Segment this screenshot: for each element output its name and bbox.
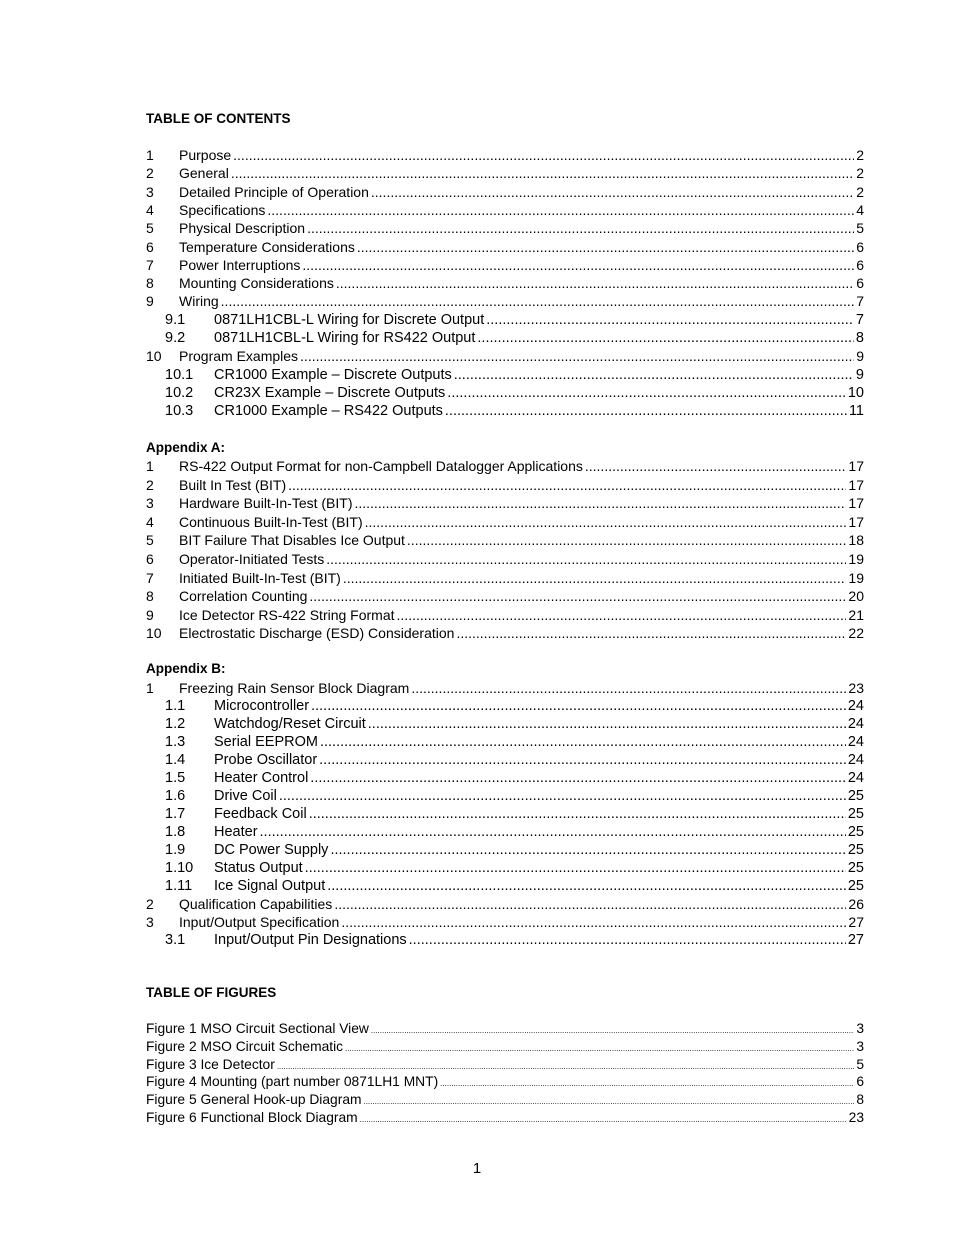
- dot-leader: [288, 477, 846, 493]
- toc-entry: [146, 914, 864, 932]
- figures-heading: TABLE OF FIGURES: [146, 985, 277, 1000]
- entry-title: Program Examples: [179, 348, 299, 365]
- entry-page-number: 3: [856, 1021, 864, 1036]
- entry-page-number: 8: [855, 330, 864, 346]
- entry-number: 10: [146, 348, 162, 365]
- appendix-a-heading: Appendix A:: [146, 440, 225, 455]
- entry-title: BIT Failure That Disables Ice Output: [179, 532, 405, 549]
- entry-page-number: 21: [848, 606, 864, 623]
- dot-leader: [233, 147, 854, 163]
- toc-entry: [146, 257, 864, 275]
- entry-number: 1.4: [165, 752, 186, 768]
- entry-title: CR1000 Example – Discrete Outputs: [214, 366, 452, 383]
- entry-title: General: [179, 165, 229, 182]
- dot-leader: [368, 716, 846, 732]
- entry-title: DC Power Supply: [214, 842, 329, 858]
- entry-title: Heater: [214, 824, 258, 840]
- entry-number: 1: [146, 458, 154, 474]
- entry-page-number: 24: [847, 752, 864, 768]
- entry-title: Figure 2 MSO Circuit Schematic: [146, 1038, 344, 1054]
- entry-number: 1.8: [165, 824, 186, 840]
- entry-number: 10.2: [165, 384, 194, 401]
- dot-leader: [311, 698, 846, 714]
- entry-number: 3: [146, 495, 154, 512]
- entry-title: Feedback Coil: [214, 806, 307, 822]
- entry-title: Mounting Considerations: [179, 275, 334, 292]
- dot-leader: [365, 514, 847, 530]
- toc-entry: [146, 806, 864, 824]
- entry-page-number: 5: [856, 1056, 864, 1072]
- dot-leader: [334, 896, 846, 912]
- entry-number: 1.7: [165, 806, 186, 822]
- dot-leader: [260, 824, 846, 840]
- entry-title: Operator-Initiated Tests: [179, 551, 325, 567]
- dot-leader: [397, 607, 847, 623]
- entry-number: 9: [146, 606, 154, 623]
- dot-leader: [267, 202, 854, 218]
- entry-title: Drive Coil: [214, 788, 277, 804]
- dot-leader: [354, 495, 846, 511]
- toc-entry: [146, 824, 864, 842]
- entry-page-number: 6: [856, 1074, 864, 1090]
- toc-entry: [146, 625, 864, 643]
- dot-leader: [330, 842, 845, 858]
- dot-leader: [360, 1115, 847, 1124]
- entry-title: Continuous Built-In-Test (BIT): [179, 513, 363, 530]
- entry-title: RS-422 Output Format for non-Campbell Datalogger Applications: [179, 458, 583, 474]
- entry-title: Input/Output Specification: [179, 914, 340, 930]
- dot-leader: [221, 293, 855, 309]
- dot-leader: [309, 588, 846, 604]
- entry-title: Detailed Principle of Operation: [179, 183, 369, 200]
- entry-number: 1.10: [165, 860, 194, 876]
- dot-leader: [454, 367, 854, 383]
- toc-entry: [146, 348, 864, 366]
- toc-entry: [146, 330, 864, 348]
- figure-entry: [146, 1092, 864, 1110]
- entry-title: Input/Output Pin Designations: [214, 932, 407, 948]
- entry-page-number: 27: [847, 932, 864, 948]
- entry-title: 0871LH1CBL-L Wiring for Discrete Output: [214, 311, 485, 328]
- toc-entry: [146, 570, 864, 588]
- entry-title: Heater Control: [214, 770, 309, 786]
- entry-title: Specifications: [179, 201, 266, 218]
- toc-entry: [146, 551, 864, 569]
- entry-number: 4: [146, 201, 154, 218]
- dot-leader: [407, 532, 847, 548]
- entry-title: Ice Signal Output: [214, 878, 326, 894]
- entry-title: Hardware Built-In-Test (BIT): [179, 495, 353, 512]
- toc-entry: [146, 239, 864, 257]
- entry-number: 8: [146, 275, 154, 292]
- toc-entry: [146, 698, 864, 716]
- entry-page-number: 25: [847, 824, 864, 840]
- entry-page-number: 7: [856, 293, 864, 310]
- entry-page-number: 20: [848, 588, 864, 605]
- page-number: 1: [472, 1160, 482, 1177]
- entry-page-number: 6: [856, 238, 864, 255]
- toc-entry: [146, 770, 864, 788]
- entry-number: 6: [146, 238, 154, 255]
- entry-page-number: 19: [848, 551, 864, 567]
- entry-page-number: 23: [848, 680, 864, 696]
- toc-entry: [146, 680, 864, 698]
- entry-page-number: 8: [856, 1092, 864, 1108]
- entry-page-number: 24: [847, 698, 864, 714]
- entry-page-number: 10: [847, 384, 864, 401]
- toc-entry: [146, 788, 864, 806]
- dot-leader: [343, 570, 847, 586]
- entry-page-number: 25: [847, 806, 864, 822]
- dot-leader: [411, 680, 846, 696]
- entry-number: 1.6: [165, 788, 186, 804]
- entry-page-number: 18: [848, 532, 864, 549]
- toc-entry: [146, 734, 864, 752]
- entry-number: 2: [146, 165, 154, 182]
- figure-entry: [146, 1057, 864, 1075]
- entry-page-number: 25: [847, 788, 864, 804]
- dot-leader: [341, 914, 846, 930]
- entry-number: 1.2: [165, 716, 186, 732]
- entry-page-number: 11: [848, 403, 864, 420]
- entry-page-number: 27: [848, 914, 864, 930]
- entry-number: 10: [146, 625, 162, 642]
- entry-title: Purpose: [179, 147, 232, 163]
- entry-number: 1.11: [165, 878, 193, 894]
- dot-leader: [319, 752, 846, 768]
- entry-title: Microcontroller: [214, 698, 310, 714]
- entry-page-number: 9: [855, 366, 864, 383]
- dot-leader: [440, 1079, 854, 1088]
- entry-page-number: 5: [856, 220, 864, 237]
- entry-number: 5: [146, 220, 154, 237]
- entry-title: CR1000 Example – RS422 Outputs: [214, 403, 443, 420]
- entry-number: 9: [146, 293, 154, 310]
- entry-title: Serial EEPROM: [214, 734, 318, 750]
- entry-title: Ice Detector RS-422 String Format: [179, 606, 395, 623]
- dot-leader: [477, 330, 854, 346]
- entry-number: 5: [146, 532, 154, 549]
- toc-entry: [146, 588, 864, 606]
- dot-leader: [309, 806, 846, 822]
- entry-number: 1.5: [165, 770, 186, 786]
- dot-leader: [447, 385, 846, 401]
- dot-leader: [363, 1097, 854, 1106]
- dot-leader: [277, 1062, 854, 1071]
- toc-entry: [146, 312, 864, 330]
- dot-leader: [231, 165, 854, 181]
- entry-number: 9.1: [165, 311, 186, 328]
- dot-leader: [327, 878, 846, 894]
- entry-title: Freezing Rain Sensor Block Diagram: [179, 680, 410, 696]
- entry-number: 1.1: [165, 698, 186, 714]
- toc-entry: [146, 403, 864, 421]
- entry-title: Figure 6 Functional Block Diagram: [146, 1110, 358, 1125]
- entry-number: 8: [146, 588, 154, 605]
- dot-leader: [326, 551, 846, 567]
- toc-entry: [146, 878, 864, 896]
- toc-entry: [146, 860, 864, 878]
- toc-heading: TABLE OF CONTENTS: [146, 111, 291, 126]
- entry-number: 3: [146, 183, 154, 200]
- toc-entry: [146, 367, 864, 385]
- dot-leader: [310, 770, 846, 786]
- toc-entry: [146, 514, 864, 532]
- entry-page-number: 7: [855, 311, 864, 328]
- dot-leader: [456, 625, 846, 641]
- toc-entry: [146, 220, 864, 238]
- figure-entry: [146, 1021, 864, 1039]
- toc-entry: [146, 495, 864, 513]
- entry-number: 3: [146, 914, 154, 930]
- entry-number: 1: [146, 147, 154, 163]
- entry-page-number: 25: [847, 878, 864, 894]
- dot-leader: [320, 734, 846, 750]
- entry-title: Watchdog/Reset Circuit: [214, 716, 366, 732]
- dot-leader: [302, 257, 854, 273]
- toc-entry: [146, 607, 864, 625]
- toc-entry: [146, 932, 864, 950]
- entry-number: 4: [146, 513, 154, 530]
- entry-page-number: 26: [848, 896, 864, 912]
- dot-leader: [300, 348, 854, 364]
- entry-page-number: 24: [847, 716, 864, 732]
- dot-leader: [345, 1044, 854, 1053]
- dot-leader: [305, 860, 846, 876]
- entry-number: 9.2: [165, 330, 186, 346]
- toc-entry: [146, 716, 864, 734]
- entry-number: 1: [146, 680, 154, 696]
- entry-title: 0871LH1CBL-L Wiring for RS422 Output: [214, 330, 476, 346]
- dot-leader: [307, 220, 854, 236]
- entry-page-number: 17: [848, 476, 864, 493]
- entry-title: Physical Description: [179, 220, 306, 237]
- entry-page-number: 6: [856, 256, 864, 273]
- entry-number: 1.3: [165, 734, 186, 750]
- entry-number: 7: [146, 256, 154, 273]
- entry-title: Figure 3 Ice Detector: [146, 1056, 275, 1072]
- entry-page-number: 3: [856, 1038, 864, 1054]
- toc-entry: [146, 275, 864, 293]
- entry-number: 7: [146, 569, 154, 586]
- entry-page-number: 9: [856, 348, 864, 365]
- dot-leader: [371, 184, 854, 200]
- entry-page-number: 25: [847, 842, 864, 858]
- entry-number: 10.1: [165, 366, 194, 383]
- entry-page-number: 24: [847, 770, 864, 786]
- dot-leader: [357, 239, 854, 255]
- dot-leader: [279, 788, 846, 804]
- appendix-b-heading: Appendix B:: [146, 661, 226, 676]
- entry-page-number: 17: [848, 458, 864, 474]
- entry-title: Correlation Counting: [179, 588, 308, 605]
- toc-entry: [146, 202, 864, 220]
- entry-page-number: 6: [856, 275, 864, 292]
- entry-number: 1.9: [165, 842, 186, 858]
- entry-page-number: 25: [847, 860, 864, 876]
- toc-entry: [146, 896, 864, 914]
- dot-leader: [585, 458, 847, 474]
- entry-page-number: 2: [856, 183, 864, 200]
- entry-page-number: 17: [848, 513, 864, 530]
- entry-page-number: 24: [847, 734, 864, 750]
- toc-entry: [146, 184, 864, 202]
- toc-entry: [146, 532, 864, 550]
- toc-entry: [146, 842, 864, 860]
- figure-entry: [146, 1039, 864, 1057]
- entry-title: Qualification Capabilities: [179, 896, 333, 912]
- dot-leader: [336, 275, 854, 291]
- entry-title: Figure 4 Mounting (part number 0871LH1 MNT): [146, 1074, 439, 1090]
- entry-number: 6: [146, 551, 154, 567]
- toc-entry: [146, 458, 864, 476]
- entry-title: Status Output: [214, 860, 303, 876]
- entry-page-number: 23: [848, 1110, 864, 1125]
- entry-number: 3.1: [165, 932, 186, 948]
- entry-page-number: 2: [856, 165, 864, 182]
- entry-page-number: 2: [856, 147, 864, 163]
- toc-entry: [146, 165, 864, 183]
- entry-title: Built In Test (BIT): [179, 476, 287, 493]
- toc-entry: [146, 752, 864, 770]
- entry-title: Figure 5 General Hook-up Diagram: [146, 1092, 362, 1108]
- toc-entry: [146, 147, 864, 165]
- figure-entry: [146, 1110, 864, 1128]
- entry-page-number: 19: [848, 569, 864, 586]
- entry-number: 10.3: [165, 403, 194, 420]
- toc-entry: [146, 293, 864, 311]
- dot-leader: [486, 312, 854, 328]
- entry-title: Figure 1 MSO Circuit Sectional View: [146, 1021, 369, 1036]
- dot-leader: [445, 403, 847, 419]
- entry-title: Electrostatic Discharge (ESD) Consideration: [179, 625, 455, 642]
- entry-title: Wiring: [179, 293, 219, 310]
- entry-title: Initiated Built-In-Test (BIT): [179, 569, 341, 586]
- dot-leader: [371, 1026, 854, 1035]
- entry-title: Power Interruptions: [179, 256, 301, 273]
- entry-title: Temperature Considerations: [179, 238, 355, 255]
- toc-entry: [146, 477, 864, 495]
- figure-entry: [146, 1074, 864, 1092]
- entry-page-number: 17: [848, 495, 864, 512]
- toc-entry: [146, 385, 864, 403]
- entry-title: CR23X Example – Discrete Outputs: [214, 384, 446, 401]
- entry-page-number: 22: [848, 625, 864, 642]
- entry-title: Probe Oscillator: [214, 752, 318, 768]
- dot-leader: [409, 932, 846, 948]
- entry-page-number: 4: [856, 201, 864, 218]
- entry-number: 2: [146, 476, 154, 493]
- entry-number: 2: [146, 896, 154, 912]
